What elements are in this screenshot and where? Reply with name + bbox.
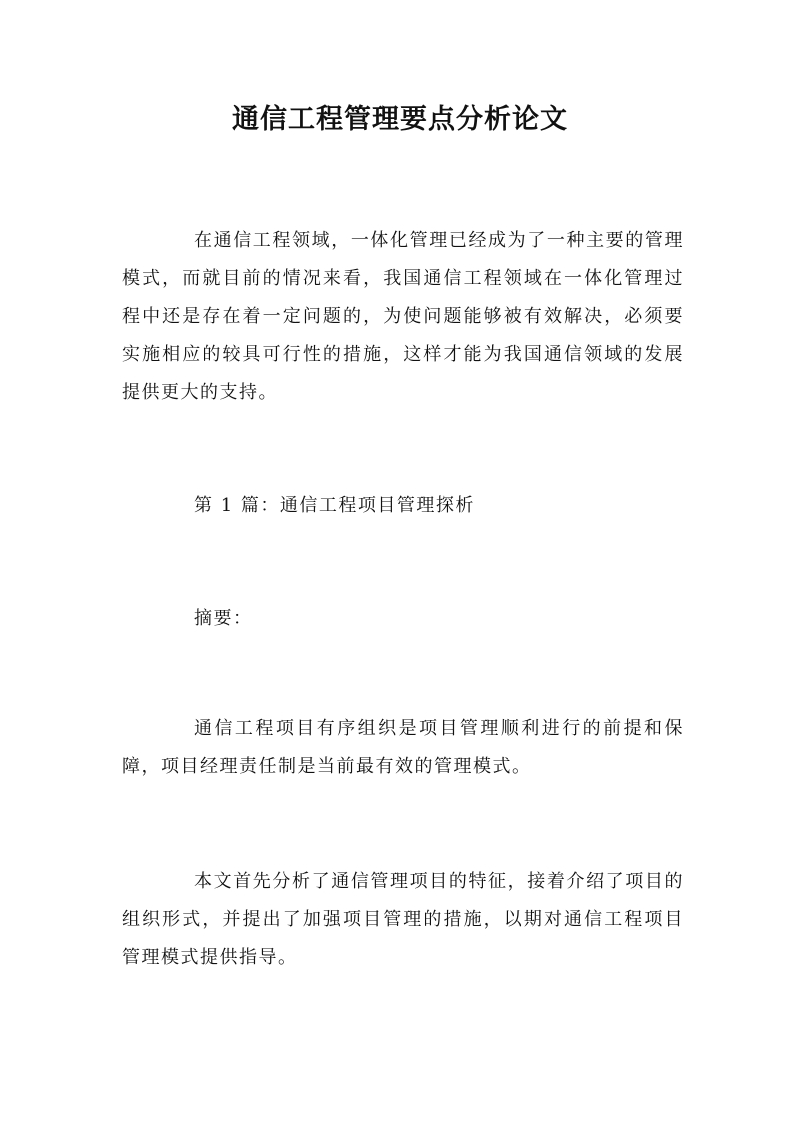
abstract-label: 摘要：: [194, 608, 253, 629]
abstract-paragraph-1: 通信工程项目有序组织是项目管理顺利进行的前提和保障，项目经理责任制是当前最有效的管理模式。: [122, 718, 684, 777]
section-heading: 第 1 篇：通信工程项目管理探析: [194, 495, 475, 516]
intro-paragraph: 在通信工程领域，一体化管理已经成为了一种主要的管理模式，而就目前的情况来看，我国通信工程领域在一体化管理过程中还是存在着一定问题的，为使问题能够被有效解决，必须要实施相应的较具可行性的措施，这样才能为我国通信领域的发展提供更大的支持。: [122, 230, 684, 403]
document-title: 通信工程管理要点分析论文: [232, 104, 568, 135]
abstract-paragraph-2: 本文首先分析了通信管理项目的特征，接着介绍了项目的组织形式，并提出了加强项目管理的措施，以期对通信工程项目管理模式提供指导。: [122, 871, 684, 968]
